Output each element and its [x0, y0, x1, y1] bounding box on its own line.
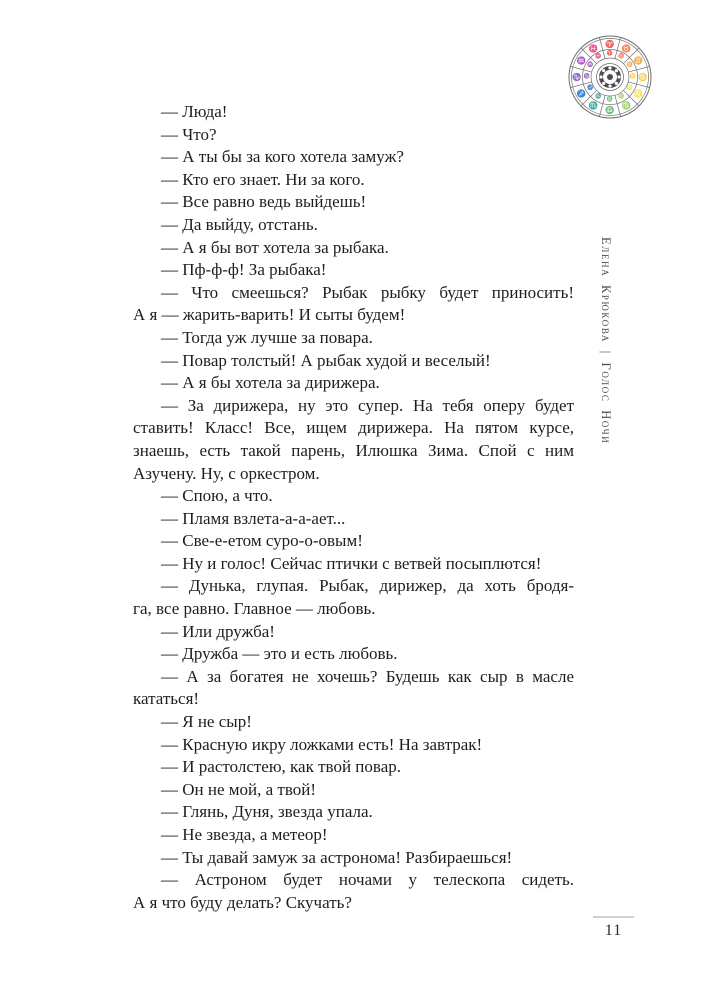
paragraph: [133, 350, 574, 373]
svg-text:♈: ♈: [605, 39, 615, 49]
svg-text:♏: ♏: [588, 101, 599, 111]
paragraph: [133, 779, 574, 802]
text-line: — Что смеешься? Рыбак рыбку будет приносить!: [161, 282, 574, 302]
text-line: — Люда!: [161, 102, 228, 121]
zodiac-wheel-icon: [568, 35, 652, 119]
text-line: — Да выйду, отстань.: [161, 214, 318, 234]
paragraph: [133, 711, 574, 734]
text-line: — Я не сыр!: [161, 712, 252, 732]
paragraph: [133, 824, 574, 847]
paragraph: [133, 643, 574, 666]
svg-text:♎: ♎: [606, 97, 614, 103]
dialogue-text: [133, 101, 574, 914]
text-line: — За дирижера, ну это супер. На тебя оперу будет: [161, 395, 574, 415]
text-line: — Све-е-етом суро-о-овым!: [161, 531, 363, 551]
spine-title: Елена Крюкова | Голос Ночи: [599, 237, 613, 445]
paragraph: [133, 530, 574, 553]
paragraph: [133, 485, 574, 508]
paragraph: [133, 282, 574, 327]
text-line: — Дунька, глупая. Рыбак, дирижер, да хоть бродя-: [161, 576, 574, 596]
text-line: — Кто его знает. Ни за кого.: [161, 169, 365, 189]
text-line: Азучену. Ну, с оркестром.: [133, 463, 320, 483]
text-line: — Ну и голос! Сейчас птички с ветвей посыплются!: [161, 553, 542, 573]
text-line: — А за богатея не хочешь? Будешь как сыр в масле: [161, 666, 574, 686]
paragraph: [133, 553, 574, 576]
svg-text:♊: ♊: [626, 63, 634, 68]
svg-text:♍: ♍: [618, 94, 625, 100]
svg-text:♐: ♐: [586, 86, 594, 91]
svg-text:♋: ♋: [638, 72, 648, 82]
text-line: — Не звезда, а метеор!: [161, 825, 328, 844]
svg-text:♒: ♒: [576, 56, 587, 65]
svg-text:♏: ♏: [595, 94, 602, 100]
text-line: га, все равно. Главное — любовь.: [133, 599, 376, 619]
svg-text:♑: ♑: [572, 72, 582, 82]
paragraph: [133, 124, 574, 147]
paragraph: [133, 372, 574, 395]
paragraph: [133, 327, 574, 350]
text-line: — Пф-ф-ф! За рыбака!: [161, 260, 327, 280]
svg-text:♓: ♓: [595, 54, 602, 60]
text-line: — А я бы вот хотела за рыбака.: [161, 237, 389, 257]
paragraph: [133, 237, 574, 260]
paragraph: [133, 101, 574, 124]
svg-text:♓: ♓: [588, 43, 599, 53]
text-line: кататься!: [133, 689, 200, 709]
paragraph: [133, 869, 574, 914]
paragraph: [133, 146, 574, 169]
text-line: — Или дружба!: [161, 621, 275, 641]
paragraph: [133, 214, 574, 237]
svg-text:♍: ♍: [621, 101, 632, 111]
text-line: — А ты бы за кого хотела замуж?: [161, 147, 404, 167]
text-line: знаешь, есть такой парень, Илюшка Зима. Спой с ним: [133, 440, 574, 460]
text-line: — Глянь, Дуня, звезда упала.: [161, 802, 373, 822]
paragraph: [133, 801, 574, 824]
paragraph: [133, 191, 574, 214]
text-line: — Он не мой, а твой!: [161, 779, 317, 799]
svg-text:♉: ♉: [618, 54, 625, 60]
text-line: — Спою, а что.: [161, 486, 273, 506]
text-line: — Ты давай замуж за астронома! Разбираешься!: [161, 847, 513, 867]
paragraph: [133, 666, 574, 711]
paragraph: [133, 847, 574, 870]
svg-text:♌: ♌: [633, 89, 644, 98]
text-line: — А я бы хотела за дирижера.: [161, 373, 380, 393]
svg-text:♈: ♈: [606, 51, 614, 57]
text-line: — Астроном будет ночами у телескопа сидеть.: [161, 870, 574, 890]
paragraph: [133, 575, 574, 620]
paragraph: [133, 508, 574, 531]
page-number: 11: [604, 922, 623, 939]
svg-text:♊: ♊: [633, 56, 644, 65]
paragraph: [133, 259, 574, 282]
svg-text:♋: ♋: [629, 74, 637, 80]
paragraph: [133, 756, 574, 779]
text-line: — Что?: [161, 124, 217, 144]
svg-text:♉: ♉: [621, 43, 632, 53]
svg-text:♒: ♒: [586, 63, 594, 68]
text-line: А я — жарить-варить! И сыты будем!: [133, 305, 406, 325]
paragraph: [133, 734, 574, 757]
footer-divider: [593, 916, 634, 918]
paragraph: [133, 169, 574, 192]
svg-text:♎: ♎: [605, 105, 615, 115]
paragraph: [133, 395, 574, 485]
text-line: — И растолстею, как твой повар.: [161, 757, 401, 777]
svg-text:♐: ♐: [576, 89, 587, 98]
text-line: — Повар толстый! А рыбак худой и веселый!: [161, 350, 491, 370]
svg-text:♑: ♑: [583, 74, 591, 80]
text-line: — Красную икру ложками есть! На завтрак!: [161, 734, 483, 754]
text-line: — Тогда уж лучше за повара.: [161, 327, 373, 347]
text-line: — Пламя взлета-а-а-ает...: [161, 508, 346, 528]
svg-text:♌: ♌: [626, 86, 634, 91]
text-line: — Все равно ведь выйдешь!: [161, 192, 367, 212]
text-line: — Дружба — это и есть любовь.: [161, 644, 398, 664]
paragraph: [133, 621, 574, 644]
text-line: ставить! Класс! Все, ищем дирижера. На пятом курсе,: [133, 418, 574, 438]
text-line: А я что буду делать? Скучать?: [133, 892, 352, 912]
